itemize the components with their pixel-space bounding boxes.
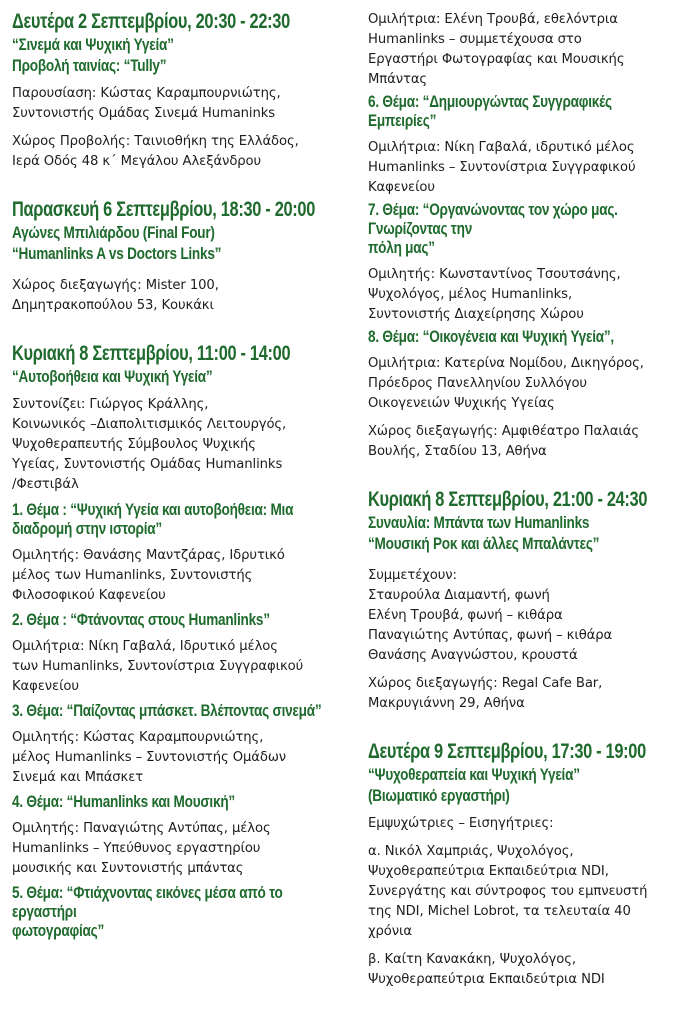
event-participants: Συμμετέχουν: Σταυρούλα Διαμαντή, φωνή Ελένη Τρουβά, φωνή – κιθάρα Παναγιώτης Αντύπας, φωνή – κιθάρα Θανάσης Αναγνώστου, κρουστά [368,568,613,663]
event-date: Δευτέρα 2 Σεπτεμβρίου, 20:30 - 22:30 [12,10,290,33]
facilitator-a: α. Νικόλ Χαμπριάς, Ψυχολόγος, Ψυχοθεραπεύτρια Εκπαιδεύτρια NDI, Συνεργάτης και σύντροφος του εμπνευστή της NDI, Michel Lobrot, τα τελευταία 40 χρόνια [368,844,648,939]
event-presenter: Παρουσίαση: Κώστας Καραμπουρνιώτης, Συντονιστής Ομάδας Σινεμά Humaninks [12,86,281,121]
event-title: Αγώνες Μπιλιάρδου (Final Four) [12,223,215,242]
event-concert [368,488,690,714]
event-title: “Σινεμά και Ψυχική Υγεία” [12,35,174,54]
topic-title: 7. Θέμα: “Οργανώνοντας τον χώρο μας. Γνωρίζοντας την πόλη μας” [368,200,618,257]
topic-title: 1. Θέμα : “Ψυχική Υγεία και αυτοβοήθεια: Μια διαδρομή στην ιστορία” [12,500,294,538]
topic-title: 3. Θέμα: “Παίζοντας μπάσκετ. Βλέποντας σινεμά” [12,701,322,720]
event-date: Δευτέρα 9 Σεπτεμβρίου, 17:30 - 19:00 [368,740,646,763]
topic-speaker: Ομιλητής: Παναγιώτης Αντύπας, μέλος Humanlinks – Υπεύθυνος εργαστηρίου μουσικής και Συντονιστής μπάντας [12,821,271,876]
facilitator-b: β. Καίτη Κανακάκη, Ψυχολόγος, Ψυχοθεραπεύτρια Εκπαιδεύτρια NDI [368,952,605,987]
event-facilitators-label: Εμψυχώτριες – Εισηγήτριες: [368,816,554,831]
topic-title: 4. Θέμα: “Humanlinks και Μουσική” [12,792,235,811]
event-subtitle: “Humanlinks A vs Doctors Links” [12,244,222,263]
topic-speaker: Ομιλητής: Κώστας Καραμπουρνιώτης, μέλος Humanlinks – Συντονιστής Ομάδων Σινεμά και Μπάσκετ [12,730,287,785]
event-cinema [12,10,352,172]
event-self-help [12,342,352,940]
event-title: “Ψυχοθεραπεία και Ψυχική Υγεία” [368,765,580,784]
left-column [12,10,352,940]
event-venue: Χώρος διεξαγωγής: Regal Cafe Bar, Μακρυγιάννη 29, Αθήνα [368,676,603,711]
event-venue: Χώρος διεξαγωγής: Mister 100, Δημητρακοπούλου 53, Κουκάκι [12,278,219,313]
event-venue: Χώρος διεξαγωγής: Αμφιθέατρο Παλαιάς Βουλής, Σταδίου 13, Αθήνα [368,424,639,459]
event-billiards [12,198,352,316]
topic-title: 8. Θέμα: “Οικογένεια και Ψυχική Υγεία”, [368,327,614,346]
topic-speaker: Ομιλητής: Θανάσης Μαντζάρας, Ιδρυτικό μέλος των Humanlinks, Συντονιστής Φιλοσοφικού Καφενείου [12,548,285,603]
event-venue: Χώρος Προβολής: Ταινιοθήκη της Ελλάδος, Ιερά Οδός 48 κ΄ Μεγάλου Αλεξάνδρου [12,134,299,169]
topic-speaker: Ομιλήτρια: Νίκη Γαβαλά, ιδρυτικό μέλος Humanlinks – Συντονίστρια Συγγραφικού Καφενείου [368,140,636,195]
event-subtitle: Προβολή ταινίας: “Tully” [12,56,167,75]
event-date: Κυριακή 8 Σεπτεμβρίου, 11:00 - 14:00 [12,342,291,365]
event-title: “Αυτοβοήθεια και Ψυχική Υγεία” [12,367,213,386]
topic-title: 5. Θέμα: “Φτιάχνοντας εικόνες μέσα από το εργαστήρι φωτογραφίας” [12,883,283,940]
topic-speaker: Ομιλητής: Κωνσταντίνος Τσουτσάνης, Ψυχολόγος, μέλος Humanlinks, Συντονιστής Διαχείρησης Χώρου [368,267,621,322]
event-date: Παρασκευή 6 Σεπτεμβρίου, 18:30 - 20:00 [12,198,316,221]
event-subtitle: (Βιωματικό εργαστήρι) [368,786,510,805]
topic-title: 6. Θέμα: “Δημιουργώντας Συγγραφικές Εμπειρίες” [368,92,612,130]
topic-title: 2. Θέμα : “Φτάνοντας στους Humanlinks” [12,610,270,629]
topic-speaker: Ομιλήτρια: Κατερίνα Νομίδου, Δικηγόρος, Πρόεδρος Πανελληνίου Συλλόγου Οικογενειών Ψυχικής Υγείας [368,356,644,411]
topic-speaker: Ομιλήτρια: Ελένη Τρουβά, εθελόντρια Humanlinks – συμμετέχουσα στο Εργαστήρι Φωτογραφίας και Μουσικής Μπάντας [368,12,625,87]
event-psychotherapy [368,740,690,990]
event-subtitle: “Μουσική Ροκ και άλλες Μπαλάντες” [368,534,600,553]
right-column [368,10,690,990]
topic-speaker: Ομιλήτρια: Νίκη Γαβαλά, Ιδρυτικό μέλος των Humanlinks, Συντονίστρια Συγγραφικού Καφενείου [12,639,304,694]
event-date: Κυριακή 8 Σεπτεμβρίου, 21:00 - 24:30 [368,488,648,511]
event-coordinator: Συντονίζει: Γιώργος Κράλλης, Κοινωνικός –Διαπολιτισμικός Λειτουργός, Ψυχοθεραπευτής Σύμβουλος Ψυχικής Υγείας, Συντονιστής Ομάδας Humanlinks /Φεστιβάλ [12,397,287,492]
event-title: Συναυλία: Μπάντα των Humanlinks [368,513,590,532]
